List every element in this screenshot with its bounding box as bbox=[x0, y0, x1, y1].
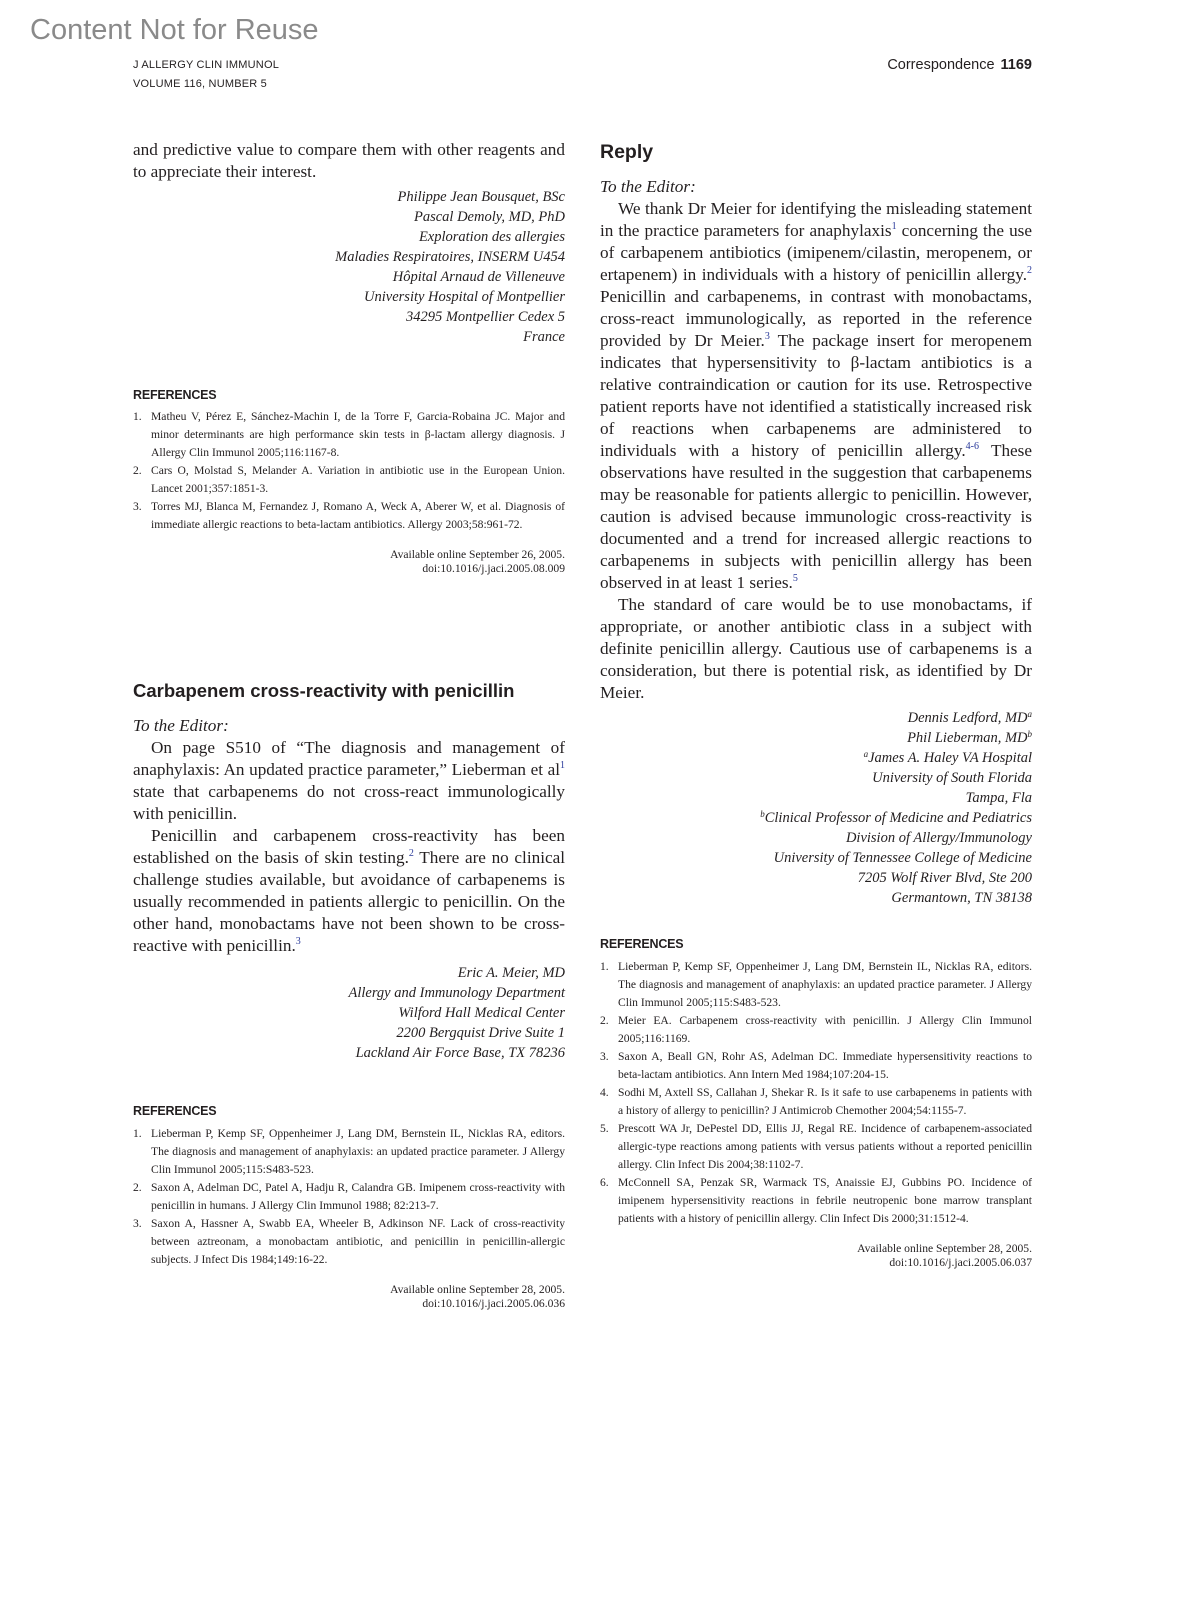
reference-number: 2. bbox=[133, 1181, 142, 1194]
reference-text: Saxon A, Beall GN, Rohr AS, Adelman DC. Immediate hypersensitivity reactions to beta-lactam antibiotics. Ann Intern Med 1984;107:204-15. bbox=[618, 1050, 1032, 1081]
signature-line: Exploration des allergies bbox=[418, 229, 565, 245]
letter-body bbox=[133, 737, 565, 957]
signature-line: Phil Lieberman, $MD^b$ bbox=[907, 729, 1032, 746]
signature-line: Philippe Jean Bousquet, BSc bbox=[397, 189, 565, 205]
signature-line: 7205 Wolf River Blvd, Ste 200 bbox=[857, 870, 1032, 886]
references-list-1 bbox=[133, 408, 565, 534]
reference-text: Lieberman P, Kemp SF, Oppenheimer J, Lang DM, Bernstein IL, Nicklas RA, editors. The diagnosis and management of anaphylaxis: an updated practice parameter. J Allergy Clin Immunol 2005;115:S483-523. bbox=[151, 1127, 565, 1176]
journal-volume: VOLUME 116, NUMBER 5 bbox=[133, 78, 268, 90]
signature-line: Dennis Ledford, $MD^a$ bbox=[907, 709, 1032, 726]
signature-line: $^a$James A. Haley VA Hospital bbox=[863, 749, 1032, 766]
reply-body bbox=[600, 198, 1032, 704]
reference-number: 1. bbox=[133, 1127, 142, 1140]
references-heading: REFERENCES bbox=[133, 1104, 217, 1118]
reference-text: Lieberman P, Kemp SF, Oppenheimer J, Lang DM, Bernstein IL, Nicklas RA, editors. The diagnosis and management of anaphylaxis: an updated practice parameter. J Allergy Clin Immunol 2005;115:S483-523. bbox=[618, 960, 1032, 1009]
doi: doi:10.1016/j.jaci.2005.06.036 bbox=[422, 1297, 565, 1310]
doi: doi:10.1016/j.jaci.2005.06.037 bbox=[889, 1256, 1032, 1269]
reference-item bbox=[133, 1125, 565, 1179]
reference-item bbox=[133, 462, 565, 498]
references-list-reply bbox=[600, 958, 1032, 1228]
citation-link[interactable]: 1 bbox=[560, 760, 565, 771]
reference-item bbox=[600, 958, 1032, 1012]
citation-link[interactable]: 2 bbox=[1027, 265, 1032, 276]
reply-title: Reply bbox=[600, 141, 654, 163]
reference-number: 3. bbox=[133, 500, 142, 513]
reference-text: Saxon A, Hassner A, Swabb EA, Wheeler B, Adkinson NF. Lack of cross-reactivity between aztreonam, a monobactam antibiotic, and penicillin in penicillin-allergic subjects. J Infect Dis 1984;149:16-22. bbox=[151, 1217, 565, 1266]
salutation: To the Editor: bbox=[600, 177, 696, 196]
citation-link[interactable]: 4-6 bbox=[965, 441, 980, 452]
reference-item bbox=[133, 1179, 565, 1215]
reference-item bbox=[133, 1215, 565, 1269]
reference-item bbox=[600, 1084, 1032, 1120]
citation-link[interactable]: 3 bbox=[764, 331, 770, 342]
paragraph: On page S510 of “The diagnosis and management of anaphylaxis: An updated practice parameter,” Lieberman et $al^1$ state that carbapenems do not cross-react immunologically with penicillin. bbox=[133, 738, 565, 823]
section-name: Correspondence bbox=[887, 57, 995, 73]
signature-line: $^b$Clinical Professor of Medicine and Pediatrics bbox=[760, 809, 1032, 826]
reference-item bbox=[600, 1174, 1032, 1228]
signature-line: University Hospital of Montpellier bbox=[364, 289, 565, 305]
references-heading: REFERENCES bbox=[133, 388, 217, 402]
previous-letter-end bbox=[133, 139, 565, 576]
doi: doi:10.1016/j.jaci.2005.08.009 bbox=[422, 562, 565, 575]
reference-item bbox=[133, 408, 565, 462]
paragraph: The standard of care would be to use monobactams, if appropriate, or another antibiotic class in a subject with definite penicillin allergy. Cautious use of carbapenems is a consideration, but there is potential risk, as identified by Dr Meier. bbox=[600, 595, 1032, 702]
signature-line: Eric A. Meier, MD bbox=[457, 965, 565, 981]
reply bbox=[600, 140, 1032, 1270]
signature-line: Wilford Hall Medical Center bbox=[398, 1005, 565, 1021]
reference-text: McConnell SA, Penzak SR, Warmack TS, Anaissie EJ, Gubbins PO. Incidence of imipenem hypersensitivity reactions in febrile neutropenic bone marrow transplant patients with a history of penicillin allergy. Clin Infect Dis 2000;31:1512-4. bbox=[618, 1176, 1032, 1225]
signature-line: Pascal Demoly, MD, PhD bbox=[413, 209, 565, 225]
references-list-2 bbox=[133, 1125, 565, 1269]
available-online: Available online September 28, 2005. bbox=[857, 1242, 1032, 1255]
reference-item bbox=[600, 1012, 1032, 1048]
watermark: Content Not for Reuse bbox=[30, 14, 319, 46]
reference-number: 5. bbox=[600, 1122, 609, 1135]
signature-line: 2200 Bergquist Drive Suite 1 bbox=[396, 1025, 565, 1041]
reference-text: Sodhi M, Axtell SS, Callahan J, Shekar R. Is it safe to use carbapenems in patients with a history of allergy to penicillin? J Antimicrob Chemother 2004;54:1155-7. bbox=[618, 1086, 1032, 1117]
signature-line: Division of Allergy/Immunology bbox=[845, 830, 1032, 846]
reference-number: 3. bbox=[133, 1217, 142, 1230]
available-online: Available online September 26, 2005. bbox=[390, 548, 565, 561]
citation-link[interactable]: 3 bbox=[295, 936, 301, 947]
reference-text: Matheu V, Pérez E, Sánchez-Machin I, de la Torre F, Garcia-Robaina JC. Major and minor determinants are high performance skin tests in β-lactam allergy diagnosis. J Allergy Clin Immunol 2005;116:1167-8. bbox=[151, 410, 565, 459]
publication-info-1 bbox=[133, 548, 565, 576]
reference-item bbox=[600, 1048, 1032, 1084]
signature-line: Lackland Air Force Base, TX 78236 bbox=[355, 1045, 565, 1061]
publication-info-2 bbox=[133, 1283, 565, 1311]
reference-number: 3. bbox=[600, 1050, 609, 1063]
signature-block-1 bbox=[133, 187, 565, 347]
reference-text: Prescott WA Jr, DePestel DD, Ellis JJ, Regal RE. Incidence of carbapenem-associated allergic-type reactions among patients with versus patients without a reported penicillin allergy. Clin Infect Dis 2004;38:1102-7. bbox=[618, 1122, 1032, 1171]
signature-line: Germantown, TN 38138 bbox=[891, 890, 1032, 906]
publication-info-reply bbox=[600, 1242, 1032, 1270]
signature-line: University of Tennessee College of Medicine bbox=[773, 850, 1032, 866]
journal-name: J ALLERGY CLIN IMMUNOL bbox=[133, 59, 280, 71]
citation-link[interactable]: 1 bbox=[891, 221, 897, 232]
paragraph: and predictive value to compare them with other reagents and to appreciate their interest. bbox=[133, 140, 565, 181]
signature-line: University of South Florida bbox=[872, 770, 1032, 786]
reference-number: 2. bbox=[600, 1014, 609, 1027]
page-number: 1169 bbox=[1000, 57, 1032, 73]
reference-item bbox=[133, 498, 565, 534]
signature-line: France bbox=[523, 329, 565, 345]
citation-link[interactable]: 5 bbox=[792, 573, 798, 584]
reference-text: Meier EA. Carbapenem cross-reactivity with penicillin. J Allergy Clin Immunol 2005;116:1169. bbox=[618, 1014, 1032, 1045]
signature-block-reply bbox=[600, 708, 1032, 908]
reference-item bbox=[600, 1120, 1032, 1174]
reference-number: 1. bbox=[133, 410, 142, 423]
continuation-text bbox=[133, 139, 565, 183]
signature-line: 34295 Montpellier Cedex 5 bbox=[405, 309, 565, 325]
signature-line: Maladies Respiratoires, INSERM U454 bbox=[335, 249, 565, 265]
letter bbox=[133, 679, 565, 1311]
references-heading: REFERENCES bbox=[600, 937, 684, 951]
letter-title: Carbapenem cross-reactivity with penicillin bbox=[133, 680, 515, 701]
citation-link[interactable]: 2 bbox=[408, 848, 414, 859]
reference-number: 1. bbox=[600, 960, 609, 973]
running-head bbox=[887, 57, 1032, 73]
available-online: Available online September 28, 2005. bbox=[390, 1283, 565, 1296]
signature-block-2 bbox=[133, 963, 565, 1063]
paragraph: We thank Dr Meier for identifying the misleading statement in the practice parameters for anaphylaxis$^1$ concerning the use of carbapenem antibiotics (imipenem/cilastin, meropenem, or ertapenem) in individuals with a history of penicillin allergy.$^2$ Penicillin and carbapenems, in contrast with monobactams, cross-react immunologically, as reported in the reference provided by Dr Meier.$^3$ The package insert for meropenem indicates that hypersensitivity to β-lactam antibiotics is a relative contraindication or caution for its use. Retrospective patient reports have not identified a statistically increased risk of reactions when carbapenems are administered to individuals with a history of penicillin allergy.$^{4-6}$ These observations have resulted in the suggestion that carbapenems may be reasonable for patients allergic to penicillin. However, caution is advised because immunologic cross-reactivity is documented and a trend for increased allergic reactions to carbapenems in subjects with penicillin allergy has been observed in at least 1 series.$^5$ bbox=[600, 199, 1032, 592]
reference-text: Cars O, Molstad S, Melander A. Variation in antibiotic use in the European Union. Lancet 2001;357:1851-3. bbox=[151, 464, 565, 495]
signature-line: Tampa, Fla bbox=[965, 790, 1032, 806]
reference-number: 4. bbox=[600, 1086, 609, 1099]
signature-line: Allergy and Immunology Department bbox=[348, 985, 565, 1001]
reference-text: Saxon A, Adelman DC, Patel A, Hadju R, Calandra GB. Imipenem cross-reactivity with penicillin in humans. J Allergy Clin Immunol 1988; 82:213-7. bbox=[151, 1181, 565, 1212]
paragraph: Penicillin and carbapenem cross-reactivity has been established on the basis of skin testing.$^2$ There are no clinical challenge studies available, but avoidance of carbapenems is usually recommended in patients allergic to penicillin. On the other hand, monobactams have not been shown to be cross-reactive with penicillin.$^3$ bbox=[133, 826, 565, 955]
reference-text: Torres MJ, Blanca M, Fernandez J, Romano A, Weck A, Aberer W, et al. Diagnosis of immediate allergic reactions to beta-lactam antibiotics. Allergy 2003;58:961-72. bbox=[151, 500, 565, 531]
reference-number: 6. bbox=[600, 1176, 609, 1189]
salutation: To the Editor: bbox=[133, 716, 229, 735]
signature-line: Hôpital Arnaud de Villeneuve bbox=[392, 269, 565, 285]
reference-number: 2. bbox=[133, 464, 142, 477]
